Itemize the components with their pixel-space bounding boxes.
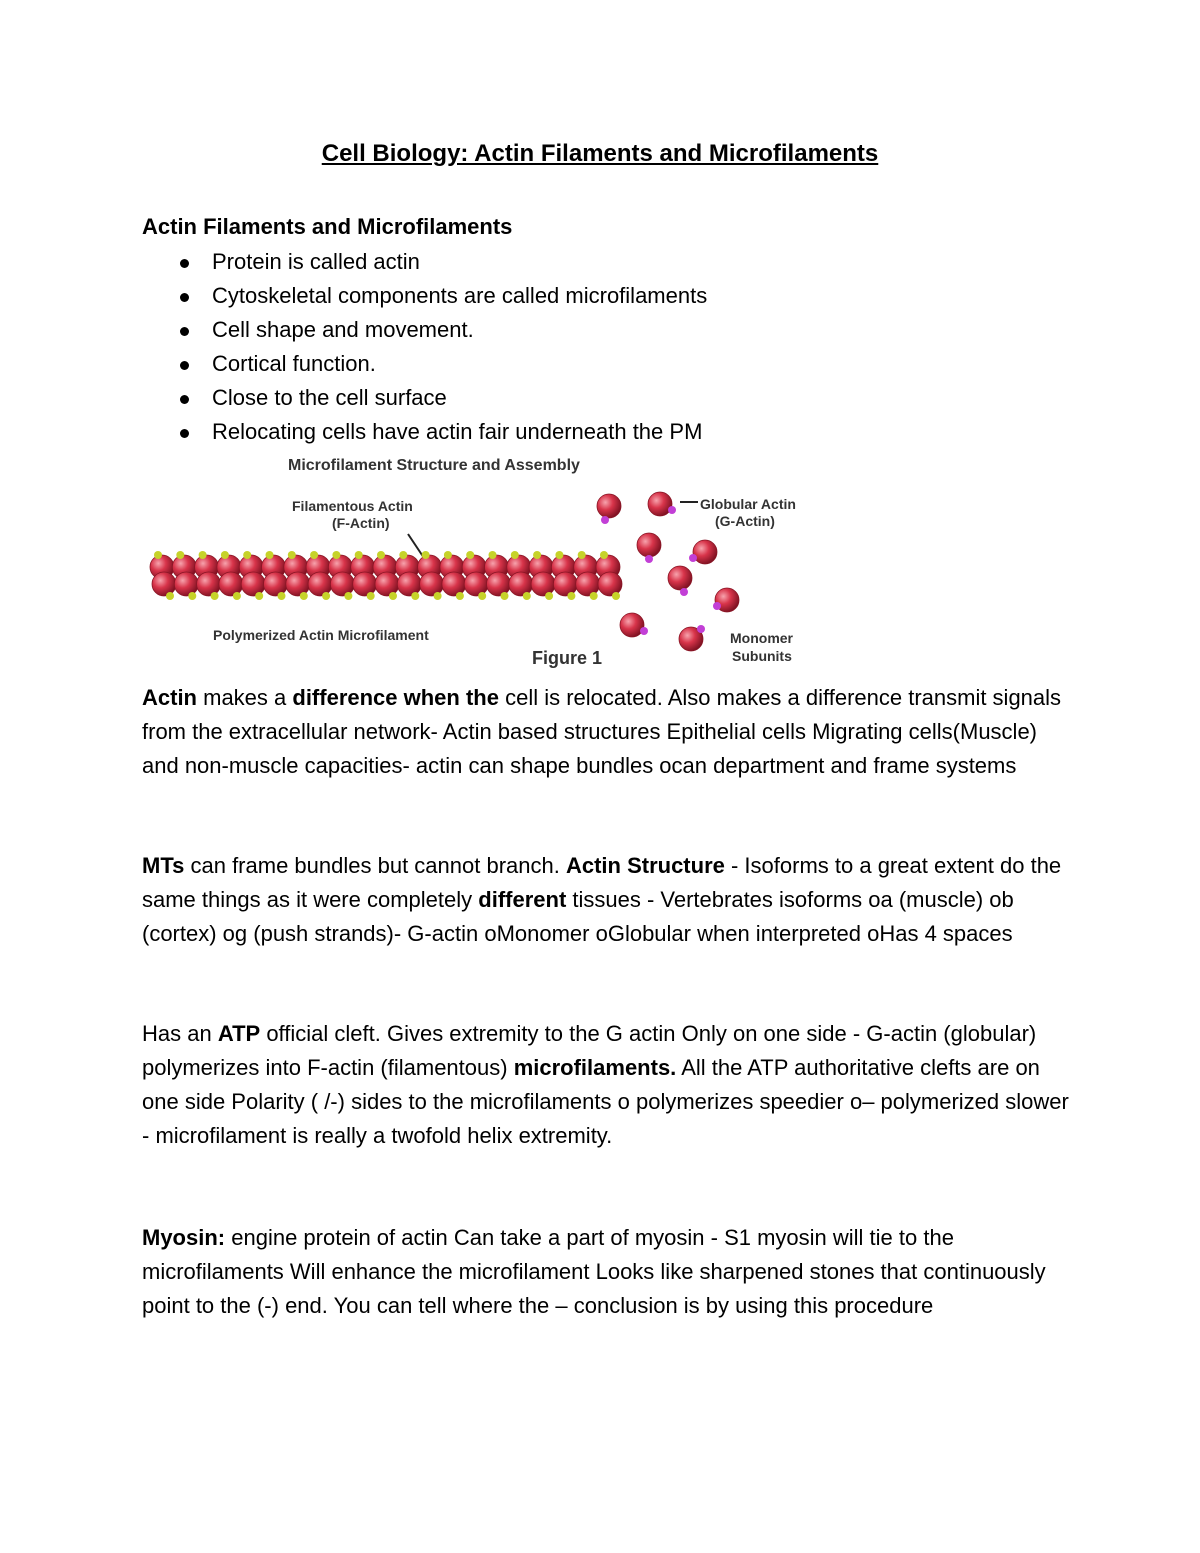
bold-run: different — [478, 887, 567, 912]
actin-subunit — [308, 572, 332, 600]
f-actin-abbrev: (F-Actin) — [332, 515, 390, 531]
text-run: Has an — [142, 1021, 218, 1046]
microfilament-figure — [140, 450, 840, 680]
g-actin-monomer — [648, 492, 676, 516]
bullet-item: Close to the cell surface — [142, 383, 707, 417]
section-heading: Actin Filaments and Microfilaments — [142, 214, 513, 239]
g-actin-monomer — [597, 494, 621, 524]
actin-subunit — [531, 572, 555, 600]
paragraph-myosin — [142, 1221, 1072, 1323]
actin-subunit — [420, 572, 444, 600]
text-run: official cleft. Gives extremity to the G actin Only on one side - G-actin (globular) polymerizes into F-actin (filamentous) — [142, 1021, 1037, 1080]
figure-title: Microfilament Structure and Assembly — [288, 457, 580, 474]
g-actin-label: Globular Actin — [700, 496, 796, 512]
g-actin-monomer — [713, 588, 739, 612]
figure-caption: Figure 1 — [532, 648, 603, 668]
text-run: engine protein of actin Can take a part of myosin - S1 myosin will tie to the microfilaments Will enhance the microfilament Looks like sharpened stones that continuously point to the (-) end. You can tell where the – conclusion is by using this procedure — [142, 1225, 1046, 1318]
paragraph-actin-structure — [142, 849, 1072, 951]
actin-subunit — [375, 572, 399, 600]
bullet-item: Cell shape and movement. — [142, 315, 707, 349]
f-actin-label: Filamentous Actin — [292, 498, 413, 514]
paragraph-actin-relocation — [142, 681, 1072, 783]
bullet-item: Protein is called actin — [142, 247, 707, 281]
bold-run: Myosin: — [142, 1225, 226, 1250]
actin-subunit — [397, 572, 421, 600]
text-run: can frame bundles but cannot branch. — [184, 853, 566, 878]
text-run: All the ATP authoritative clefts are on one side Polarity ( /-) sides to the microfilaments o polymerizes speedier o– polymerized slower - microfilament is really a twofold helix extremity. — [142, 1055, 1069, 1148]
actin-subunit — [598, 572, 622, 600]
actin-subunit — [219, 572, 243, 600]
g-actin-monomer — [637, 533, 661, 563]
actin-subunit — [152, 572, 176, 600]
g-actin-monomer — [679, 625, 705, 651]
g-actin-monomer — [668, 566, 692, 596]
actin-subunit — [264, 572, 288, 600]
g-actin-monomer — [689, 540, 717, 564]
bullet-item: Cytoskeletal components are called microfilaments — [142, 281, 707, 315]
actin-subunit — [174, 572, 198, 600]
monomer-subunits-label: Subunits — [732, 648, 792, 664]
bold-run: microfilaments. — [513, 1055, 677, 1080]
f-actin-filament — [150, 551, 622, 600]
bold-run: Actin Structure — [565, 853, 725, 878]
bold-run: ATP — [217, 1021, 261, 1046]
actin-subunit — [442, 572, 466, 600]
text-run: - Isoforms to a great extent do the same things as it were completely — [142, 853, 1062, 912]
actin-subunit — [509, 572, 533, 600]
text-run: tissues - Vertebrates isoforms oa (muscle) ob (cortex) og (push strands)- G-actin oMonomer oGlobular when interpreted oHas 4 spaces — [142, 887, 1014, 946]
g-actin-abbrev: (G-Actin) — [715, 513, 775, 529]
polymer-label: Polymerized Actin Microfilament — [213, 627, 429, 643]
g-actin-monomer — [620, 613, 648, 637]
paragraph-atp-cleft — [142, 1017, 1072, 1153]
actin-subunit — [241, 572, 265, 600]
actin-subunit — [464, 572, 488, 600]
f-actin-pointer — [408, 534, 424, 558]
bold-run: Actin — [142, 685, 197, 710]
bullet-item: Cortical function. — [142, 349, 707, 383]
actin-subunit — [286, 572, 310, 600]
actin-subunit — [487, 572, 511, 600]
bullet-item: Relocating cells have actin fair underneath the PM — [142, 417, 707, 451]
page-title: Cell Biology: Actin Filaments and Microfilaments — [321, 140, 879, 167]
bold-run: MTs — [142, 853, 185, 878]
text-run: makes a — [197, 685, 293, 710]
actin-subunit — [576, 572, 600, 600]
text-run: cell is relocated. Also makes a difference transmit signals from the extracellular network- Actin based structures Epithelial cells Migrating cells(Muscle) and non-muscle capacities- actin can shape bundles ocan department and frame systems — [142, 685, 1062, 778]
bold-run: difference when the — [292, 685, 499, 710]
actin-subunit — [330, 572, 354, 600]
actin-subunit — [197, 572, 221, 600]
bullet-list — [142, 247, 707, 451]
actin-subunit — [353, 572, 377, 600]
actin-subunit — [553, 572, 577, 600]
monomer-label: Monomer — [730, 630, 793, 646]
